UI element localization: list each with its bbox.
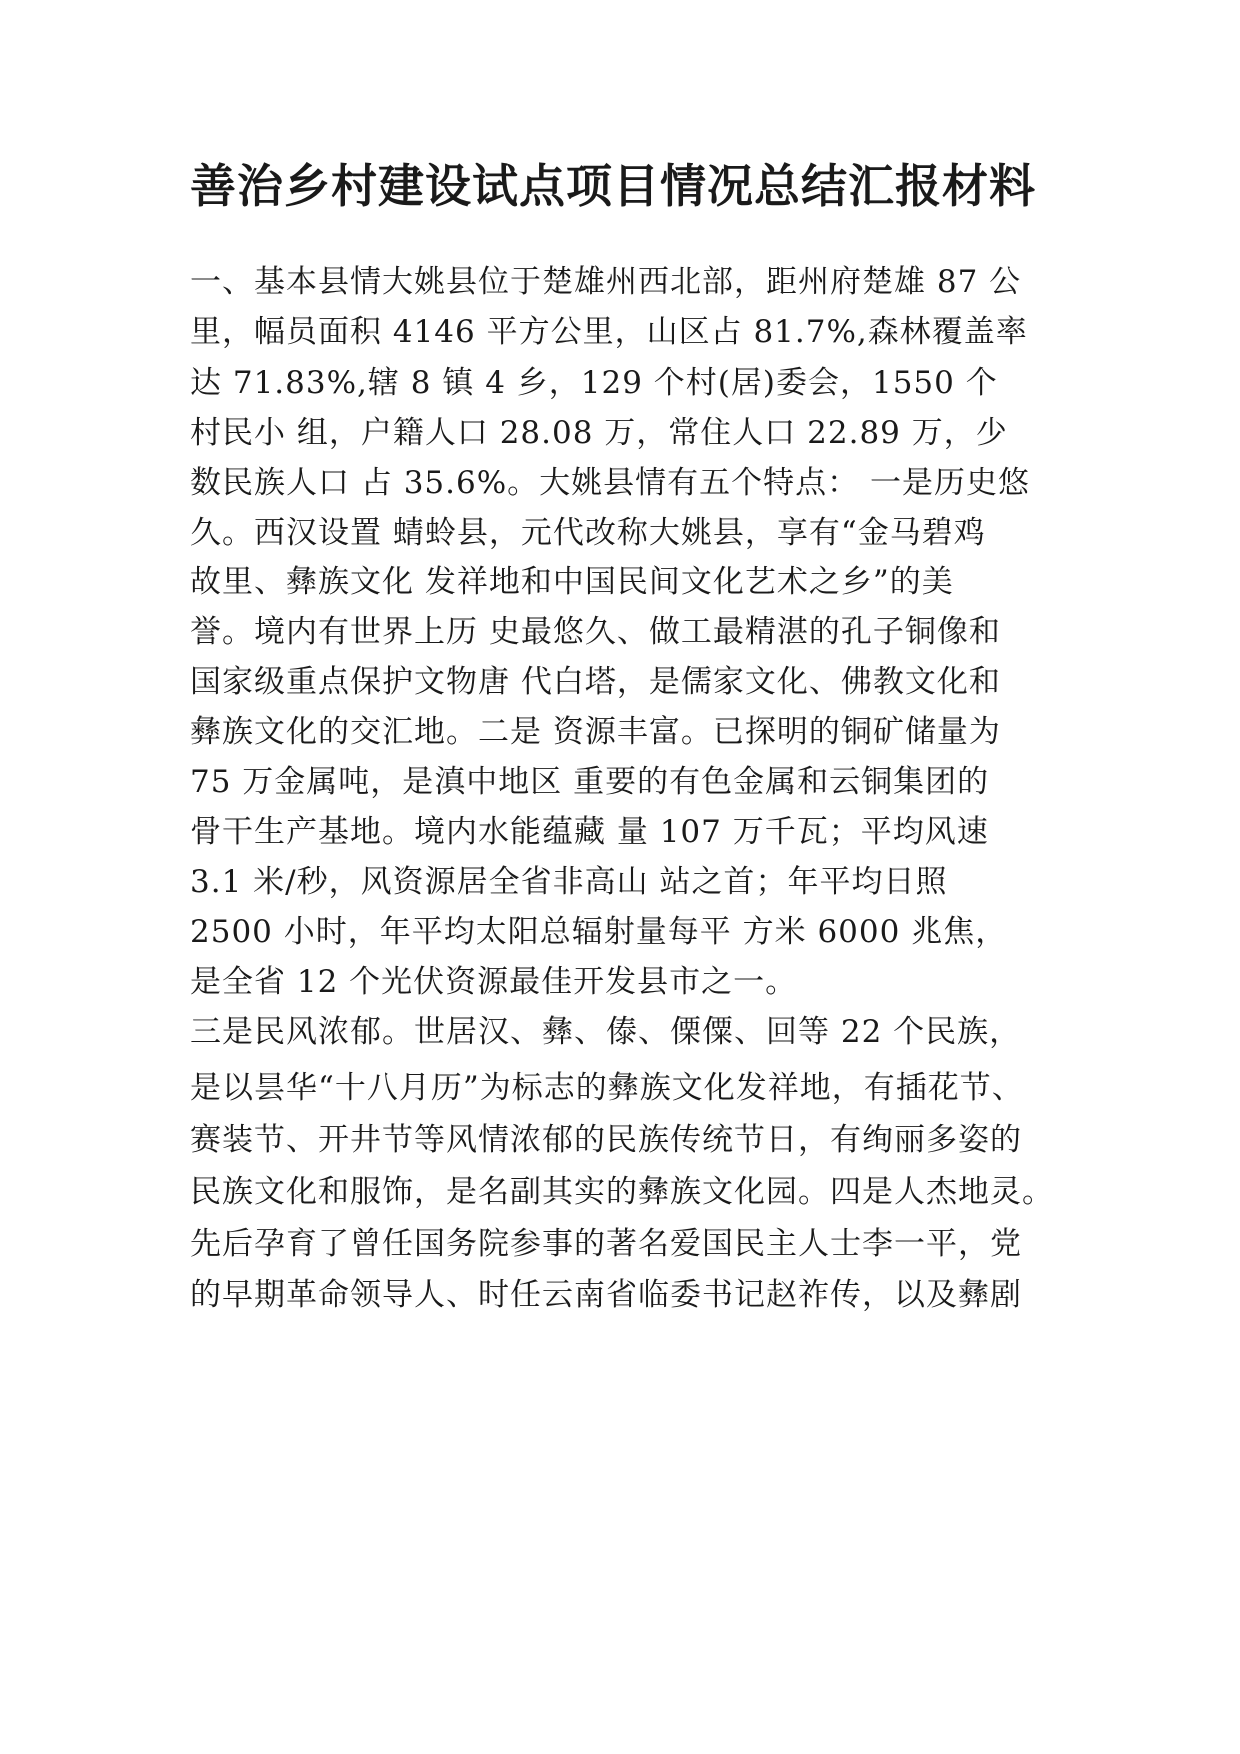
body-line: 久。西汉设置 蜻蛉县，元代改称大姚县，享有“金马碧鸡 [190, 515, 986, 551]
body-line: 是以昙华“十八月历”为标志的彝族文化发祥地，有插花节、 [190, 1070, 1024, 1106]
body-line: 2500 小时，年平均太阳总辐射量每平 方米 6000 兆焦， [190, 914, 1008, 950]
body-line: 数民族人口 占 35.6%。大姚县情有五个特点： 一是历史悠 [190, 465, 1031, 501]
body-line: 75 万金属吨，是滇中地区 重要的有色金属和云铜集团的 [190, 764, 990, 800]
body-line: 民族文化和服饰，是名副其实的彝族文化园。四是人杰地灵。 [190, 1174, 1054, 1210]
body-line: 国家级重点保护文物唐 代白塔，是儒家文化、佛教文化和 [190, 664, 1001, 700]
body-line: 一、基本县情大姚县位于楚雄州西北部，距州府楚雄 87 公 [190, 264, 1022, 300]
document-title: 善治乡村建设试点项目情况总结汇报材料 [190, 159, 1036, 213]
body-line: 故里、彝族文化 发祥地和中国民间文化艺术之乡”的美 [190, 564, 954, 600]
body-line: 3.1 米/秒，风资源居全省非高山 站之首；年平均日照 [190, 864, 948, 900]
body-line: 赛装节、开井节等风情浓郁的民族传统节日，有绚丽多姿的 [190, 1122, 1022, 1158]
body-line: 先后孕育了曾任国务院参事的著名爱国民主人士李一平，党 [190, 1226, 1022, 1262]
body-line: 是全省 12 个光伏资源最佳开发县市之一。 [190, 964, 798, 1000]
body-line: 三是民风浓郁。世居汉、彝、傣、傈僳、回等 22 个民族， [190, 1014, 1022, 1050]
body-line: 的早期革命领导人、时任云南省临委书记赵祚传，以及彝剧 [190, 1277, 1022, 1313]
body-line: 彝族文化的交汇地。二是 资源丰富。已探明的铜矿储量为 [190, 714, 1001, 750]
body-line: 达 71.83%,辖 8 镇 4 乡，129 个村(居)委会，1550 个 [190, 365, 998, 401]
body-line: 里，幅员面积 4146 平方公里，山区占 81.7%,森林覆盖率 [190, 314, 1028, 350]
body-line: 誉。境内有世界上历 史最悠久、做工最精湛的孔子铜像和 [190, 614, 1001, 650]
body-line: 村民小 组，户籍人口 28.08 万，常住人口 22.89 万，少 [190, 415, 1008, 451]
body-line: 骨干生产基地。境内水能蕴藏 量 107 万千瓦；平均风速 [190, 814, 989, 850]
